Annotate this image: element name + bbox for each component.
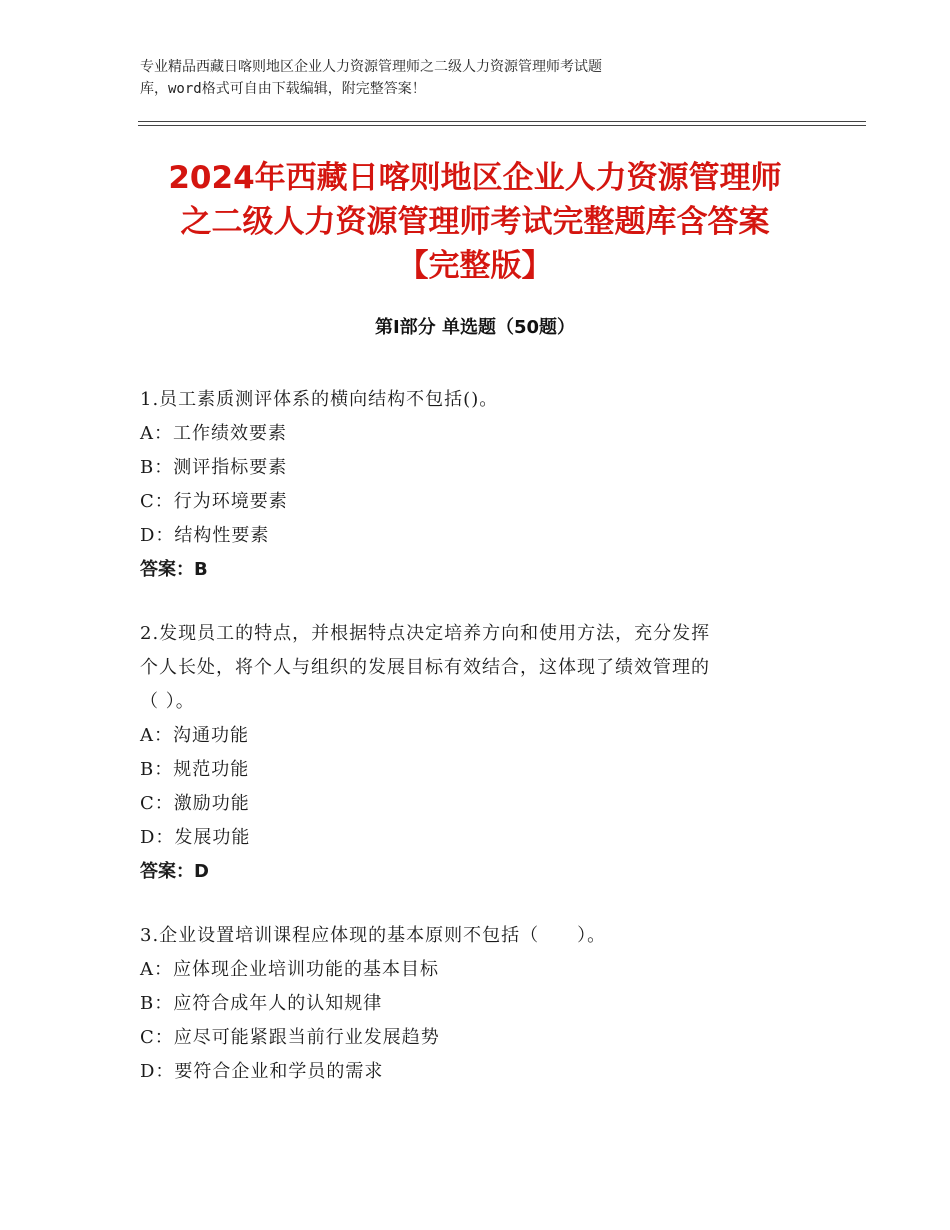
header-divider-bottom	[138, 125, 866, 126]
option-d: D：要符合企业和学员的需求	[140, 1061, 384, 1082]
header-note-line-2: 库，word格式可自由下载编辑，附完整答案！	[140, 81, 426, 97]
option-c: C：激励功能	[140, 793, 250, 814]
question-stem-line-2: 个人长处，将个人与组织的发展目标有效结合，这体现了绩效管理的	[140, 657, 710, 678]
question-stem: 1.员工素质测评体系的横向结构不包括()。	[140, 389, 499, 410]
option-c: C：行为环境要素	[140, 491, 288, 512]
title-line-3: 【完整版】	[397, 248, 553, 284]
option-d: D：结构性要素	[140, 525, 270, 546]
header-note-line-1: 专业精品西藏日喀则地区企业人力资源管理师之二级人力资源管理师考试题	[140, 59, 602, 75]
option-a: A：应体现企业培训功能的基本目标	[140, 959, 439, 980]
question-stem-line-3: （ ）。	[140, 691, 195, 712]
option-b: B：规范功能	[140, 759, 250, 780]
option-b: B：测评指标要素	[140, 457, 288, 478]
option-d: D：发展功能	[140, 827, 251, 848]
title-line-2: 之二级人力资源管理师考试完整题库含答案	[180, 204, 770, 240]
question-list	[140, 383, 820, 1119]
header-divider-top	[138, 121, 866, 122]
header-note	[140, 56, 800, 100]
section-title: 第Ⅰ部分 单选题（50题）	[374, 317, 575, 338]
option-a: A：沟通功能	[140, 725, 249, 746]
answer: 答案：D	[140, 861, 209, 882]
document-title	[100, 156, 850, 288]
question-3	[140, 919, 820, 1089]
question-1	[140, 383, 820, 587]
title-line-1: 2024年西藏日喀则地区企业人力资源管理师	[168, 160, 782, 196]
option-c: C：应尽可能紧跟当前行业发展趋势	[140, 1027, 440, 1048]
question-2	[140, 617, 820, 889]
question-stem: 3.企业设置培训课程应体现的基本原则不包括（ ）。	[140, 925, 607, 946]
option-b: B：应符合成年人的认知规律	[140, 993, 383, 1014]
answer: 答案：B	[140, 559, 208, 580]
question-stem-line-1: 2.发现员工的特点，并根据特点决定培养方向和使用方法，充分发挥	[140, 623, 711, 644]
option-a: A：工作绩效要素	[140, 423, 287, 444]
